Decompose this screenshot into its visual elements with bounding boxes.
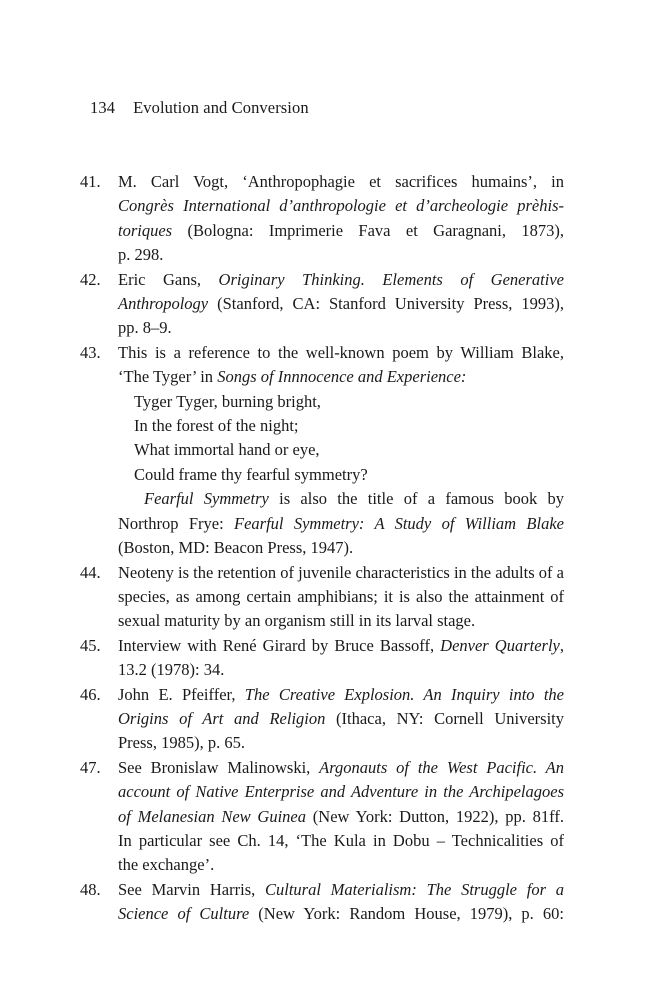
note-line	[118, 268, 564, 292]
note-line	[118, 634, 564, 658]
note-line: In particular see Ch. 14, ‘The Kula in Dobu – Technicalities of	[118, 830, 564, 850]
note-text: ,	[559, 635, 564, 655]
italic-title: The Creative Explosion. An Inquiry into the	[244, 684, 564, 704]
italic-title: of Melanesian New Guinea	[118, 806, 307, 826]
running-title: Evolution and Conversion	[133, 98, 309, 117]
note-text: is also the title of a famous book by	[268, 489, 564, 509]
endnote-45	[80, 634, 564, 683]
note-line	[118, 512, 564, 536]
italic-title: Anthropology	[118, 294, 209, 314]
italic-title: toriques	[118, 220, 173, 240]
note-number: 42.	[80, 269, 101, 289]
note-line	[118, 707, 564, 731]
italic-title: Cultural Materialism: The Struggle for a	[265, 879, 564, 899]
endnote-42	[80, 268, 564, 341]
note-line: the exchange’.	[118, 855, 215, 875]
note-line	[118, 780, 564, 804]
italic-title: account of Native Enterprise and Adventure in the Archipelagoes	[118, 782, 564, 802]
note-line	[118, 365, 564, 389]
note-text: Interview with René Girard by Bruce Bassoff,	[118, 635, 441, 655]
poem-line: Tyger Tyger, burning bright,	[134, 391, 321, 411]
endnote-47	[80, 756, 564, 878]
note-line: pp. 8–9.	[118, 318, 172, 338]
note-number: 41.	[80, 172, 101, 191]
note-text: John E. Pfeiffer,	[118, 684, 245, 704]
italic-title: Denver Quarterly	[440, 635, 560, 655]
page-number: 134	[90, 98, 116, 117]
note-line	[118, 219, 564, 243]
note-line: Press, 1985), p. 65.	[118, 733, 245, 753]
note-text: See Marvin Harris,	[118, 879, 265, 899]
note-number: 46.	[80, 684, 101, 704]
endnote-43	[80, 341, 564, 561]
note-line	[118, 292, 564, 316]
note-number: 43.	[80, 342, 101, 362]
note-line	[118, 805, 564, 829]
note-line: This is a reference to the well-known poem by William Blake,	[118, 342, 564, 362]
italic-title: Songs of Innnocence and Experience:	[217, 367, 467, 387]
note-line	[118, 487, 564, 511]
poem-line: What immortal hand or eye,	[134, 440, 320, 460]
note-text: Eric Gans,	[118, 269, 219, 289]
note-text: (New York: Dutton, 1922), pp. 81ff.	[306, 806, 564, 826]
endnote-48	[80, 878, 564, 927]
note-line: 13.2 (1978): 34.	[118, 660, 225, 680]
note-body	[118, 878, 564, 927]
note-line	[118, 902, 564, 926]
running-header	[90, 98, 309, 118]
italic-title: Argonauts of the West Pacific. An	[319, 757, 564, 777]
italic-title: Fearful Symmetry: A Study of William Blake	[234, 513, 564, 533]
note-text: (Ithaca, NY: Cornell University	[325, 708, 564, 728]
italic-title: Fearful Symmetry	[144, 489, 269, 509]
note-text: ‘The Tyger’ in	[118, 367, 218, 387]
note-body	[118, 170, 564, 268]
note-line	[118, 683, 564, 707]
note-line	[118, 756, 564, 780]
note-body	[118, 268, 564, 341]
note-body	[118, 683, 564, 756]
poem-line: In the forest of the night;	[134, 416, 299, 436]
endnotes-list	[80, 170, 564, 927]
italic-title: Origins of Art and Religion	[118, 708, 326, 728]
italic-title: Congrès International d’anthropologie et d’archeologie prèhis-	[118, 196, 564, 216]
note-number: 44.	[80, 562, 101, 582]
italic-title: Science of Culture	[118, 904, 250, 924]
endnote-41	[80, 170, 564, 268]
note-text: (New York: Random House, 1979), p. 60:	[249, 904, 564, 924]
poem-quote	[134, 390, 564, 488]
note-line: (Boston, MD: Beacon Press, 1947).	[118, 538, 354, 558]
note-text: (Bologna: Imprimerie Fava et Garagnani, 1873),	[172, 220, 564, 240]
note-number: 45.	[80, 635, 101, 655]
endnote-44	[80, 561, 564, 634]
note-body	[118, 634, 564, 683]
note-body	[118, 341, 564, 561]
note-line	[118, 878, 564, 902]
note-line	[118, 194, 564, 218]
note-text: See Bronislaw Malinowski,	[118, 757, 320, 777]
endnote-46	[80, 683, 564, 756]
note-body: Neoteny is the retention of juvenile characteristics in the adults of a species, as among certain amphibians; it is also the attainment of sexual maturity by an organism still in its larval stage.	[118, 562, 564, 631]
note-number: 48.	[80, 879, 101, 899]
note-body	[118, 756, 564, 878]
note-number: 47.	[80, 757, 101, 777]
note-line: p. 298.	[118, 245, 164, 265]
italic-title: Originary Thinking. Elements of Generative	[218, 269, 564, 289]
poem-line: Could frame thy fearful symmetry?	[134, 464, 368, 484]
note-text: (Stanford, CA: Stanford University Press, 1993),	[208, 294, 564, 314]
note-line: M. Carl Vogt, ‘Anthropophagie et sacrifices humains’, in	[118, 172, 564, 191]
note-text: Northrop Frye:	[118, 513, 235, 533]
